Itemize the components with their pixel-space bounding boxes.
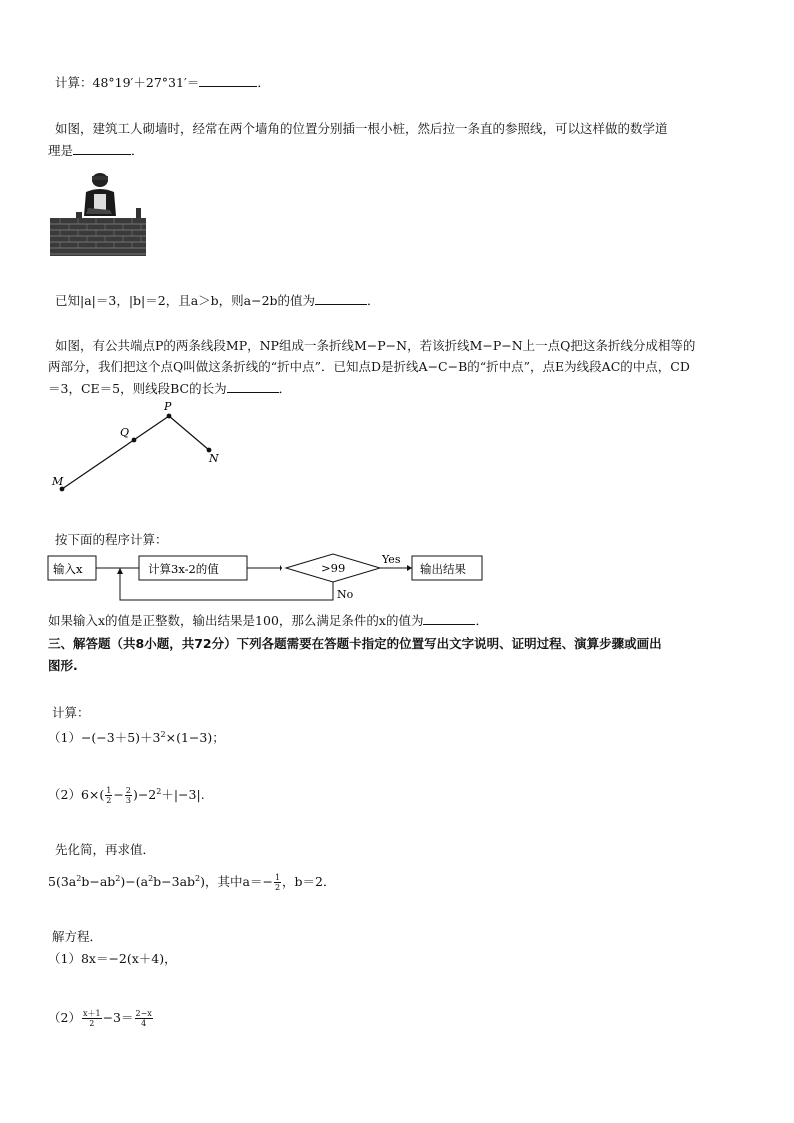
point-p — [167, 414, 172, 419]
section-3-heading-line2: 图形. — [48, 658, 78, 673]
fraction-minus-one-half: $\frac{1}{2}$ — [274, 873, 281, 893]
flow-condition-label: >99 — [321, 561, 346, 575]
label-m: M — [52, 475, 64, 488]
flow-output-label: 输出结果 — [420, 562, 466, 576]
question-angle-sum: 计算：48°19′＋27°31′＝ ． — [55, 75, 270, 90]
question-polyline-line2: 两部分，我们把这个点Q叫做这条折线的“折中点”．已知点D是折线A−C−B的“折中点”，点E为线段AC的中点，CD — [48, 359, 690, 374]
flow-no-label: No — [337, 588, 354, 601]
question-simplify-expression: $5(3a^2b-ab^2)-(a^2b-3ab^2)$，其中a＝− $\frac{1}{2}$ ，b＝2． — [48, 873, 336, 893]
fraction-two-thirds: $\frac{2}{3}$ — [125, 786, 131, 806]
flowchart — [44, 548, 494, 606]
label-q: Q — [120, 426, 130, 439]
question-compute-part1: $(1)-(-3+5)+3^2\times(1-3)$； — [48, 730, 225, 746]
question-wall-line2: 理是 ． — [48, 143, 144, 158]
answer-blank — [315, 292, 367, 305]
question-simplify-title: 先化简，再求值． — [55, 842, 156, 857]
polyline-figure — [44, 398, 234, 498]
section-3-heading-line1: 三、解答题（共8小题，共72分）下列各题需要在答题卡指定的位置写出文字说明、证明过程、演算步骤或画出 — [48, 636, 662, 651]
fraction-one-half: $\frac{1}{2}$ — [106, 786, 112, 806]
answer-blank — [73, 142, 131, 155]
segment-mp — [62, 416, 169, 489]
question-equation-part2: （2） $\frac{x+1}{2}$ −3＝ $\frac{2-x}{4}$ — [48, 1009, 152, 1028]
bricklayer-photo — [48, 172, 148, 258]
question-polyline-line1: 如图，有公共端点P的两条线段MP，NP组成一条折线M−P−N，若该折线M−P−N上一点Q把这条折线分成相等的 — [55, 338, 696, 353]
answer-blank — [423, 612, 475, 625]
question-absolute-value: 已知|a|＝3，|b|＝2，且a＞b，则a−2b的值为 ． — [55, 293, 380, 308]
fraction-2-minus-x-over-4: $\frac{2-x}{4}$ — [135, 1009, 152, 1028]
question-compute-title: 计算： — [52, 705, 90, 720]
flow-input-label: 输入x — [53, 562, 83, 576]
question-program-condition: 如果输入x的值是正整数，输出结果是100，那么满足条件的x的值为 ． — [48, 613, 488, 628]
label-p: P — [164, 400, 172, 413]
answer-blank — [227, 380, 279, 393]
question-equation-part1: （1）8x＝−2(x＋4)， — [48, 951, 177, 966]
flow-yes-label: Yes — [382, 553, 401, 566]
answer-blank — [199, 74, 257, 87]
question-polyline-line3: ＝3，CE＝5，则线段BC的长为 ． — [48, 381, 292, 396]
segment-pn — [169, 416, 209, 450]
point-q — [132, 438, 137, 443]
label-n: N — [209, 452, 219, 465]
flow-calc-label: 计算3x-2的值 — [148, 562, 219, 576]
fraction-x-plus-1-over-2: $\frac{x+1}{2}$ — [82, 1009, 101, 1028]
question-wall-line1: 如图，建筑工人砌墙时，经常在两个墙角的位置分别插一根小桩，然后拉一条直的参照线，可以这样做的数学道 — [55, 121, 668, 136]
question-compute-part2: （2）6×( $\frac{1}{2}$ − $\frac{2}{3}$ )$-2^2+|-3|$. — [48, 786, 205, 806]
question-equation-title: 解方程． — [52, 929, 103, 944]
question-program-intro: 按下面的程序计算： — [55, 532, 168, 547]
